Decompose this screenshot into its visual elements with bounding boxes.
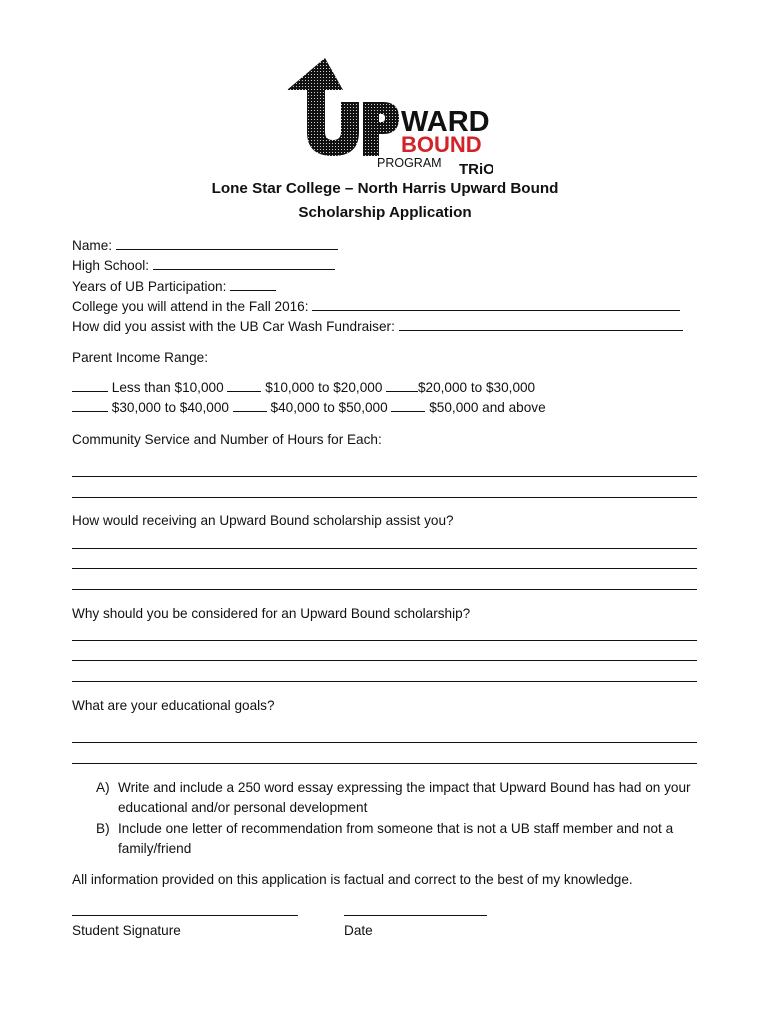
years-label: Years of UB Participation:: [72, 279, 227, 294]
income-checkbox[interactable]: [227, 379, 261, 392]
car-wash-input[interactable]: [399, 316, 683, 331]
assist-question: How would receiving an Upward Bound scholarship assist you?: [72, 513, 454, 528]
years-field: [72, 276, 276, 297]
logo-text-trio: TRiO: [459, 161, 493, 177]
goals-answer-line[interactable]: [72, 742, 697, 743]
high-school-label: High School:: [72, 258, 150, 273]
logo-text-ward: WARD: [401, 106, 490, 138]
college-label: College you will attend in the Fall 2016:: [72, 299, 309, 314]
income-checkbox[interactable]: [72, 399, 108, 412]
income-option: $20,000 to $30,000: [417, 380, 536, 395]
college-field: [72, 296, 680, 317]
why-question: Why should you be considered for an Upward Bound scholarship?: [72, 606, 471, 621]
income-checkbox[interactable]: [391, 399, 425, 412]
upward-bound-logo: [283, 52, 493, 177]
name-input[interactable]: [116, 235, 338, 250]
why-answer-line[interactable]: [72, 640, 697, 641]
logo-text-bound: BOUND: [401, 132, 482, 157]
income-row-1: [72, 378, 535, 398]
community-service-question: Community Service and Number of Hours for Each:: [72, 432, 382, 447]
income-checkbox[interactable]: [233, 399, 267, 412]
requirement-a-text: Write and include a 250 word essay expressing the impact that Upward Bound has had on your educational and/or personal development: [118, 780, 691, 815]
attestation-statement: All information provided on this application is factual and correct to the best of my knowledge.: [72, 872, 633, 887]
high-school-input[interactable]: [153, 255, 335, 270]
name-field: [72, 235, 338, 256]
name-label: Name:: [72, 238, 113, 253]
income-option: $40,000 to $50,000: [270, 400, 388, 415]
assist-answer-line[interactable]: [72, 589, 697, 590]
income-row-2: [72, 398, 546, 418]
community-service-answer-line[interactable]: [72, 497, 697, 498]
income-option: $50,000 and above: [429, 400, 546, 415]
car-wash-label: How did you assist with the UB Car Wash Fundraiser:: [72, 319, 395, 334]
college-input[interactable]: [312, 296, 680, 311]
date-label: Date: [344, 923, 373, 938]
goals-question: What are your educational goals?: [72, 698, 275, 713]
income-label: Parent Income Range:: [72, 350, 209, 365]
assist-answer-line[interactable]: [72, 568, 697, 569]
car-wash-field: [72, 316, 683, 337]
requirement-a-marker: A): [96, 780, 110, 795]
income-checkbox[interactable]: [386, 379, 418, 392]
income-option: $10,000 to $20,000: [265, 380, 383, 395]
why-answer-line[interactable]: [72, 660, 697, 661]
years-input[interactable]: [230, 276, 276, 291]
income-checkbox[interactable]: [72, 379, 108, 392]
high-school-field: [72, 255, 335, 276]
assist-answer-line[interactable]: [72, 548, 697, 549]
logo-text-program: PROGRAM: [377, 156, 442, 170]
requirement-b-text: Include one letter of recommendation from someone that is not a UB staff member and not a family/friend: [118, 821, 674, 856]
goals-answer-line[interactable]: [72, 763, 697, 764]
upward-bound-logo-graphic: [283, 52, 493, 177]
student-signature-label: Student Signature: [72, 923, 181, 938]
why-answer-line[interactable]: [72, 681, 697, 682]
page-subtitle: Scholarship Application: [298, 204, 472, 221]
community-service-answer-line[interactable]: [72, 476, 697, 477]
student-signature-line[interactable]: [72, 915, 298, 916]
income-option: $30,000 to $40,000: [111, 400, 229, 415]
page-title: Lone Star College – North Harris Upward Bound: [211, 180, 559, 197]
requirement-b-marker: B): [96, 821, 110, 836]
income-option: Less than $10,000: [111, 380, 224, 395]
date-line[interactable]: [344, 915, 487, 916]
